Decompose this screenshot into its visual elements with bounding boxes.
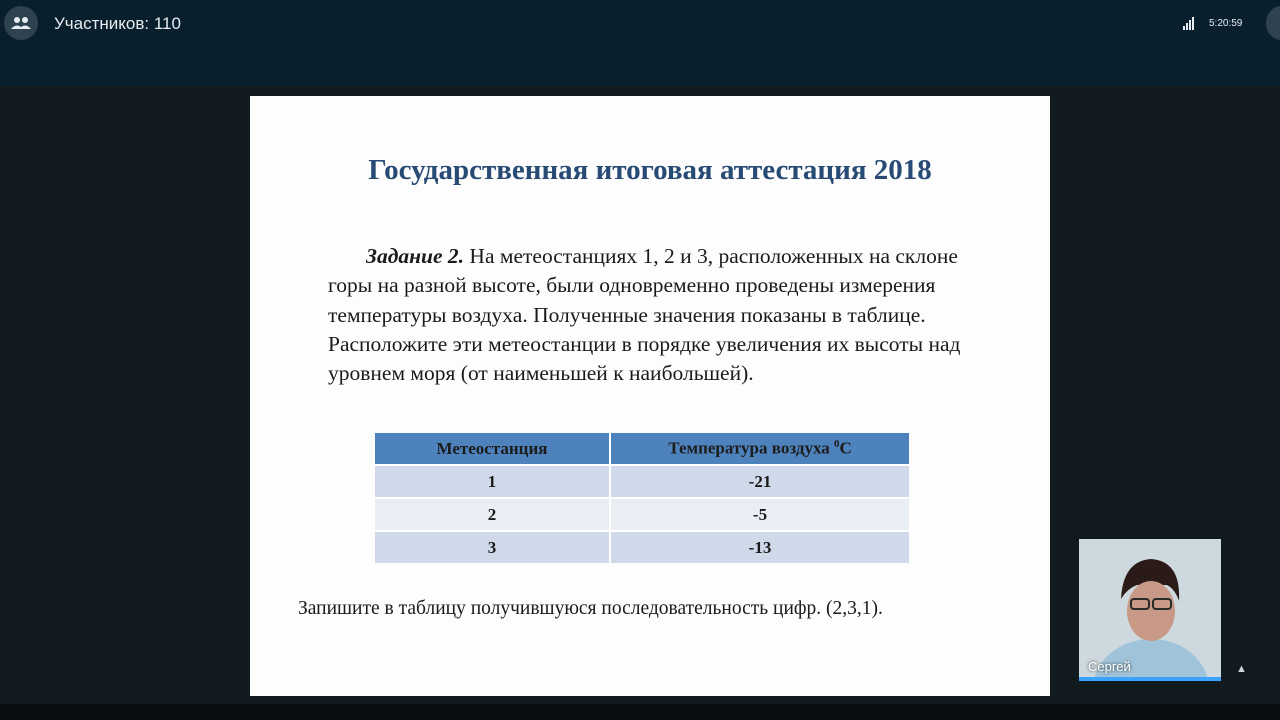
presentation-slide — [250, 96, 1050, 696]
table-header-row — [375, 433, 909, 465]
station-cell: 3 — [375, 531, 610, 563]
table-row — [375, 465, 909, 498]
bottom-bar — [0, 704, 1280, 720]
column-header-temperature: Температура воздуха $^0$С — [610, 433, 909, 465]
temperature-cell: -21 — [610, 465, 909, 498]
station-cell: 2 — [375, 498, 610, 531]
station-cell: 1 — [375, 465, 610, 498]
slide-title: Государственная итоговая аттестация 2018 — [368, 154, 932, 186]
participants-button[interactable] — [4, 6, 38, 40]
temperature-cell: -13 — [610, 531, 909, 563]
active-speaker-indicator — [1079, 677, 1221, 681]
task-body: На метеостанциях 1, 2 и 3, расположенных на склоне горы на разной высоте, были одновременно проведены измерения температуры воздуха. Полученные значения показаны в таблице. Расположите эти метеостанции в порядке увеличения их высоты над уровнем моря (от наименьшей к наибольшей). — [328, 244, 961, 386]
temperature-table — [375, 433, 909, 563]
signal-strength-icon — [1183, 16, 1195, 30]
task-heading: Задание 2. — [366, 244, 465, 268]
self-view-video[interactable] — [1079, 539, 1221, 681]
column-header-station: Метеостанция — [375, 433, 610, 465]
header-row — [0, 0, 1280, 50]
call-timer: 5:20:59 — [1209, 18, 1243, 29]
participant-name: Сергей — [1088, 659, 1131, 674]
task-text — [328, 242, 988, 388]
table-row — [375, 531, 909, 563]
table-row — [375, 498, 909, 531]
chevron-up-icon[interactable]: ▲ — [1236, 663, 1247, 675]
top-bar — [0, 0, 1280, 86]
more-options-button[interactable] — [1266, 6, 1280, 40]
people-icon — [11, 16, 31, 30]
temperature-cell: -5 — [610, 498, 909, 531]
answer-instruction: Запишите в таблицу получившуюся последовательность цифр. (2,3,1). — [298, 598, 883, 619]
participants-count: Участников: 110 — [54, 14, 181, 33]
